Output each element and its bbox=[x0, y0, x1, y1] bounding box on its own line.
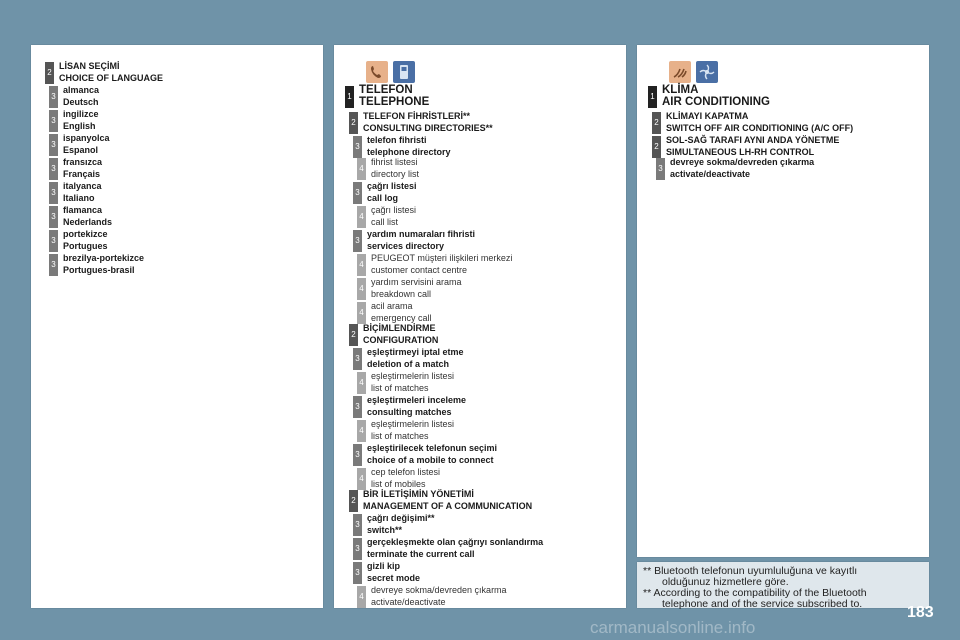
item-label-english: TELEPHONE bbox=[359, 96, 430, 108]
level-badge: 1 bbox=[345, 86, 354, 108]
item-label-english: call log bbox=[367, 193, 399, 203]
menu-item-level-3 bbox=[353, 346, 464, 370]
level-badge: 1 bbox=[648, 86, 657, 108]
item-label-english: activate/deactivate bbox=[371, 597, 446, 607]
footnote-line: ** According to the compatibility of the Bluetooth bbox=[643, 587, 867, 599]
level-badge: 2 bbox=[349, 112, 358, 134]
menu-item-level-3 bbox=[49, 204, 112, 228]
item-label-english: call list bbox=[371, 217, 399, 227]
menu-item-level-3 bbox=[353, 134, 451, 158]
menu-item-level-3 bbox=[49, 84, 99, 108]
level-badge: 3 bbox=[353, 230, 362, 252]
menu-item-level-3 bbox=[49, 108, 99, 132]
item-label-turkish: TELEFON bbox=[359, 84, 413, 96]
menu-item-level-4 bbox=[357, 252, 512, 276]
menu-item-level-3 bbox=[49, 180, 102, 204]
level-badge: 4 bbox=[357, 158, 366, 180]
item-label-turkish: eşleştirilecek telefonun seçimi bbox=[367, 443, 498, 453]
item-label-turkish: portekizce bbox=[63, 229, 108, 239]
level-badge: 3 bbox=[353, 514, 362, 536]
item-label-turkish: devreye sokma/devreden çıkarma bbox=[670, 157, 815, 167]
level-badge: 4 bbox=[357, 420, 366, 442]
level-badge: 4 bbox=[357, 586, 366, 608]
item-label-turkish: eşleştirmeleri inceleme bbox=[367, 395, 467, 405]
item-label-turkish: gerçekleşmekte olan çağrıyı sonlandırma bbox=[367, 537, 544, 547]
air-conditioning-icon bbox=[669, 61, 691, 83]
menu-item-level-3 bbox=[353, 536, 543, 560]
item-label-turkish: almanca bbox=[63, 85, 100, 95]
menu-item-level-2 bbox=[349, 110, 493, 134]
menu-item-level-2 bbox=[652, 110, 853, 134]
item-label-english: CONSULTING DIRECTORIES** bbox=[363, 123, 493, 133]
level-badge: 4 bbox=[357, 372, 366, 394]
item-label-english: Nederlands bbox=[63, 217, 113, 227]
item-label-turkish: cep telefon listesi bbox=[371, 467, 441, 477]
item-label-english: activate/deactivate bbox=[670, 169, 751, 179]
item-label-english: secret mode bbox=[367, 573, 421, 583]
item-label-english: directory list bbox=[371, 169, 420, 179]
menu-item-level-2 bbox=[349, 322, 438, 346]
item-label-english: Français bbox=[63, 169, 101, 179]
item-label-turkish: telefon fihristi bbox=[367, 135, 427, 145]
item-label-turkish: çağrı listesi bbox=[371, 205, 417, 215]
level-badge: 2 bbox=[652, 136, 661, 158]
item-label-english: list of matches bbox=[371, 383, 429, 393]
level-badge: 3 bbox=[353, 562, 362, 584]
item-label-turkish: yardım numaraları fihristi bbox=[367, 229, 476, 239]
menu-item-level-3 bbox=[353, 512, 435, 536]
item-label-english: Portugues-brasil bbox=[63, 265, 135, 275]
menu-item-level-3 bbox=[49, 228, 108, 252]
menu-item-level-3 bbox=[656, 156, 814, 180]
footnote-line: ** Bluetooth telefonun uyumluluğuna ve kayıtlı bbox=[643, 565, 858, 577]
item-label-english: Espanol bbox=[63, 145, 99, 155]
level-badge: 2 bbox=[349, 490, 358, 512]
menu-item-level-2 bbox=[652, 134, 839, 158]
level-badge: 3 bbox=[49, 134, 58, 156]
item-label-english: CONFIGURATION bbox=[363, 335, 439, 345]
menu-item-level-1 bbox=[345, 84, 429, 108]
menu-item-level-4 bbox=[357, 300, 432, 324]
item-label-english: Portugues bbox=[63, 241, 108, 251]
item-label-english: emergency call bbox=[371, 313, 432, 323]
item-label-turkish: PEUGEOT müşteri ilişkileri merkezi bbox=[371, 253, 513, 263]
item-label-english: Italiano bbox=[63, 193, 95, 203]
menu-item-level-4 bbox=[357, 418, 454, 442]
item-label-english: list of matches bbox=[371, 431, 429, 441]
menu-item-level-4 bbox=[357, 156, 419, 180]
item-label-turkish: brezilya-portekizce bbox=[63, 253, 145, 263]
page-number: 183 bbox=[907, 604, 934, 621]
menu-item-level-3 bbox=[49, 156, 102, 180]
menu-item-level-4 bbox=[357, 204, 416, 228]
item-label-turkish: LİSAN SEÇİMİ bbox=[59, 61, 120, 71]
level-badge: 3 bbox=[49, 230, 58, 252]
menu-item-level-4 bbox=[357, 276, 462, 300]
level-badge: 3 bbox=[49, 206, 58, 228]
item-label-english: MANAGEMENT OF A COMMUNICATION bbox=[363, 501, 533, 511]
footnote-panel bbox=[637, 562, 929, 608]
item-label-turkish: SOL-SAĞ TARAFI AYNI ANDA YÖNETME bbox=[666, 135, 840, 145]
item-label-english: SIMULTANEOUS LH-RH CONTROL bbox=[666, 147, 815, 157]
item-label-turkish: acil arama bbox=[371, 301, 413, 311]
menu-item-level-3 bbox=[49, 252, 144, 276]
level-badge: 3 bbox=[49, 86, 58, 108]
item-label-english: Deutsch bbox=[63, 97, 99, 107]
level-badge: 2 bbox=[45, 62, 54, 84]
item-label-turkish: çağrı değişimi** bbox=[367, 513, 435, 523]
menu-item-level-1 bbox=[648, 84, 770, 108]
level-badge: 4 bbox=[357, 254, 366, 276]
item-label-turkish: KLİMA bbox=[662, 84, 699, 96]
item-label-english: consulting matches bbox=[367, 407, 452, 417]
menu-item-level-2 bbox=[349, 488, 532, 512]
item-label-english: customer contact centre bbox=[371, 265, 468, 275]
item-label-english: AIR CONDITIONING bbox=[662, 96, 770, 108]
menu-item-level-3 bbox=[353, 442, 497, 466]
phone-handset-icon bbox=[366, 61, 388, 83]
menu-item-level-4 bbox=[357, 466, 440, 490]
menu-item-level-4 bbox=[357, 370, 454, 394]
item-label-english: breakdown call bbox=[371, 289, 432, 299]
level-badge: 2 bbox=[652, 112, 661, 134]
item-label-english: terminate the current call bbox=[367, 549, 475, 559]
level-badge: 4 bbox=[357, 278, 366, 300]
level-badge: 3 bbox=[353, 182, 362, 204]
item-label-turkish: eşleştirmeyi iptal etme bbox=[367, 347, 464, 357]
watermark: carmanualsonline.info bbox=[590, 618, 756, 637]
item-label-turkish: TELEFON FİHRİSTLERİ** bbox=[363, 111, 471, 121]
level-badge: 3 bbox=[49, 254, 58, 276]
item-label-english: English bbox=[63, 121, 96, 131]
menu-item-level-3 bbox=[353, 560, 420, 584]
level-badge: 3 bbox=[353, 538, 362, 560]
item-label-turkish: BİR İLETİŞİMİN YÖNETİMİ bbox=[363, 489, 474, 499]
item-label-turkish: yardım servisini arama bbox=[371, 277, 462, 287]
menu-item-level-3 bbox=[353, 228, 475, 252]
item-label-turkish: BİÇİMLENDİRME bbox=[363, 323, 436, 333]
item-label-english: deletion of a match bbox=[367, 359, 450, 369]
footnote-line: olduğunuz hizmetlere göre. bbox=[662, 576, 789, 588]
level-badge: 2 bbox=[349, 324, 358, 346]
level-badge: 3 bbox=[353, 396, 362, 418]
menu-item-level-3 bbox=[353, 394, 466, 418]
item-label-turkish: eşleştirmelerin listesi bbox=[371, 371, 455, 381]
item-label-english: telephone directory bbox=[367, 147, 451, 157]
item-label-turkish: fransızca bbox=[63, 157, 103, 167]
item-label-english: list of mobiles bbox=[371, 479, 426, 489]
level-badge: 3 bbox=[49, 158, 58, 180]
level-badge: 4 bbox=[357, 468, 366, 490]
menu-item-level-4 bbox=[357, 584, 507, 608]
item-label-turkish: ispanyolca bbox=[63, 133, 110, 143]
level-badge: 3 bbox=[49, 182, 58, 204]
item-label-english: SWITCH OFF AIR CONDITIONING (A/C OFF) bbox=[666, 123, 854, 133]
item-label-english: choice of a mobile to connect bbox=[367, 455, 494, 465]
footnote-line: telephone and of the service subscribed to. bbox=[662, 598, 863, 610]
item-label-turkish: italyanca bbox=[63, 181, 102, 191]
item-label-english: CHOICE OF LANGUAGE bbox=[59, 73, 164, 83]
item-label-turkish: çağrı listesi bbox=[367, 181, 417, 191]
level-badge: 3 bbox=[353, 348, 362, 370]
fan-climate-icon bbox=[696, 61, 718, 83]
item-label-turkish: gizli kip bbox=[367, 561, 401, 571]
level-badge: 4 bbox=[357, 302, 366, 324]
item-label-turkish: ingilizce bbox=[63, 109, 99, 119]
menu-item-level-3 bbox=[353, 180, 417, 204]
level-badge: 3 bbox=[353, 444, 362, 466]
item-label-english: services directory bbox=[367, 241, 445, 251]
item-label-english: switch** bbox=[367, 525, 403, 535]
level-badge: 4 bbox=[357, 206, 366, 228]
item-label-turkish: devreye sokma/devreden çıkarma bbox=[371, 585, 507, 595]
item-label-turkish: fihrist listesi bbox=[371, 157, 418, 167]
mobile-phone-icon bbox=[393, 61, 415, 83]
item-label-turkish: flamanca bbox=[63, 205, 103, 215]
level-badge: 3 bbox=[656, 158, 665, 180]
menu-item-level-3 bbox=[49, 132, 110, 156]
item-label-turkish: eşleştirmelerin listesi bbox=[371, 419, 455, 429]
item-label-turkish: KLİMAYI KAPATMA bbox=[666, 111, 749, 121]
level-badge: 3 bbox=[49, 110, 58, 132]
menu-item-level-2 bbox=[45, 60, 163, 84]
level-badge: 3 bbox=[353, 136, 362, 158]
